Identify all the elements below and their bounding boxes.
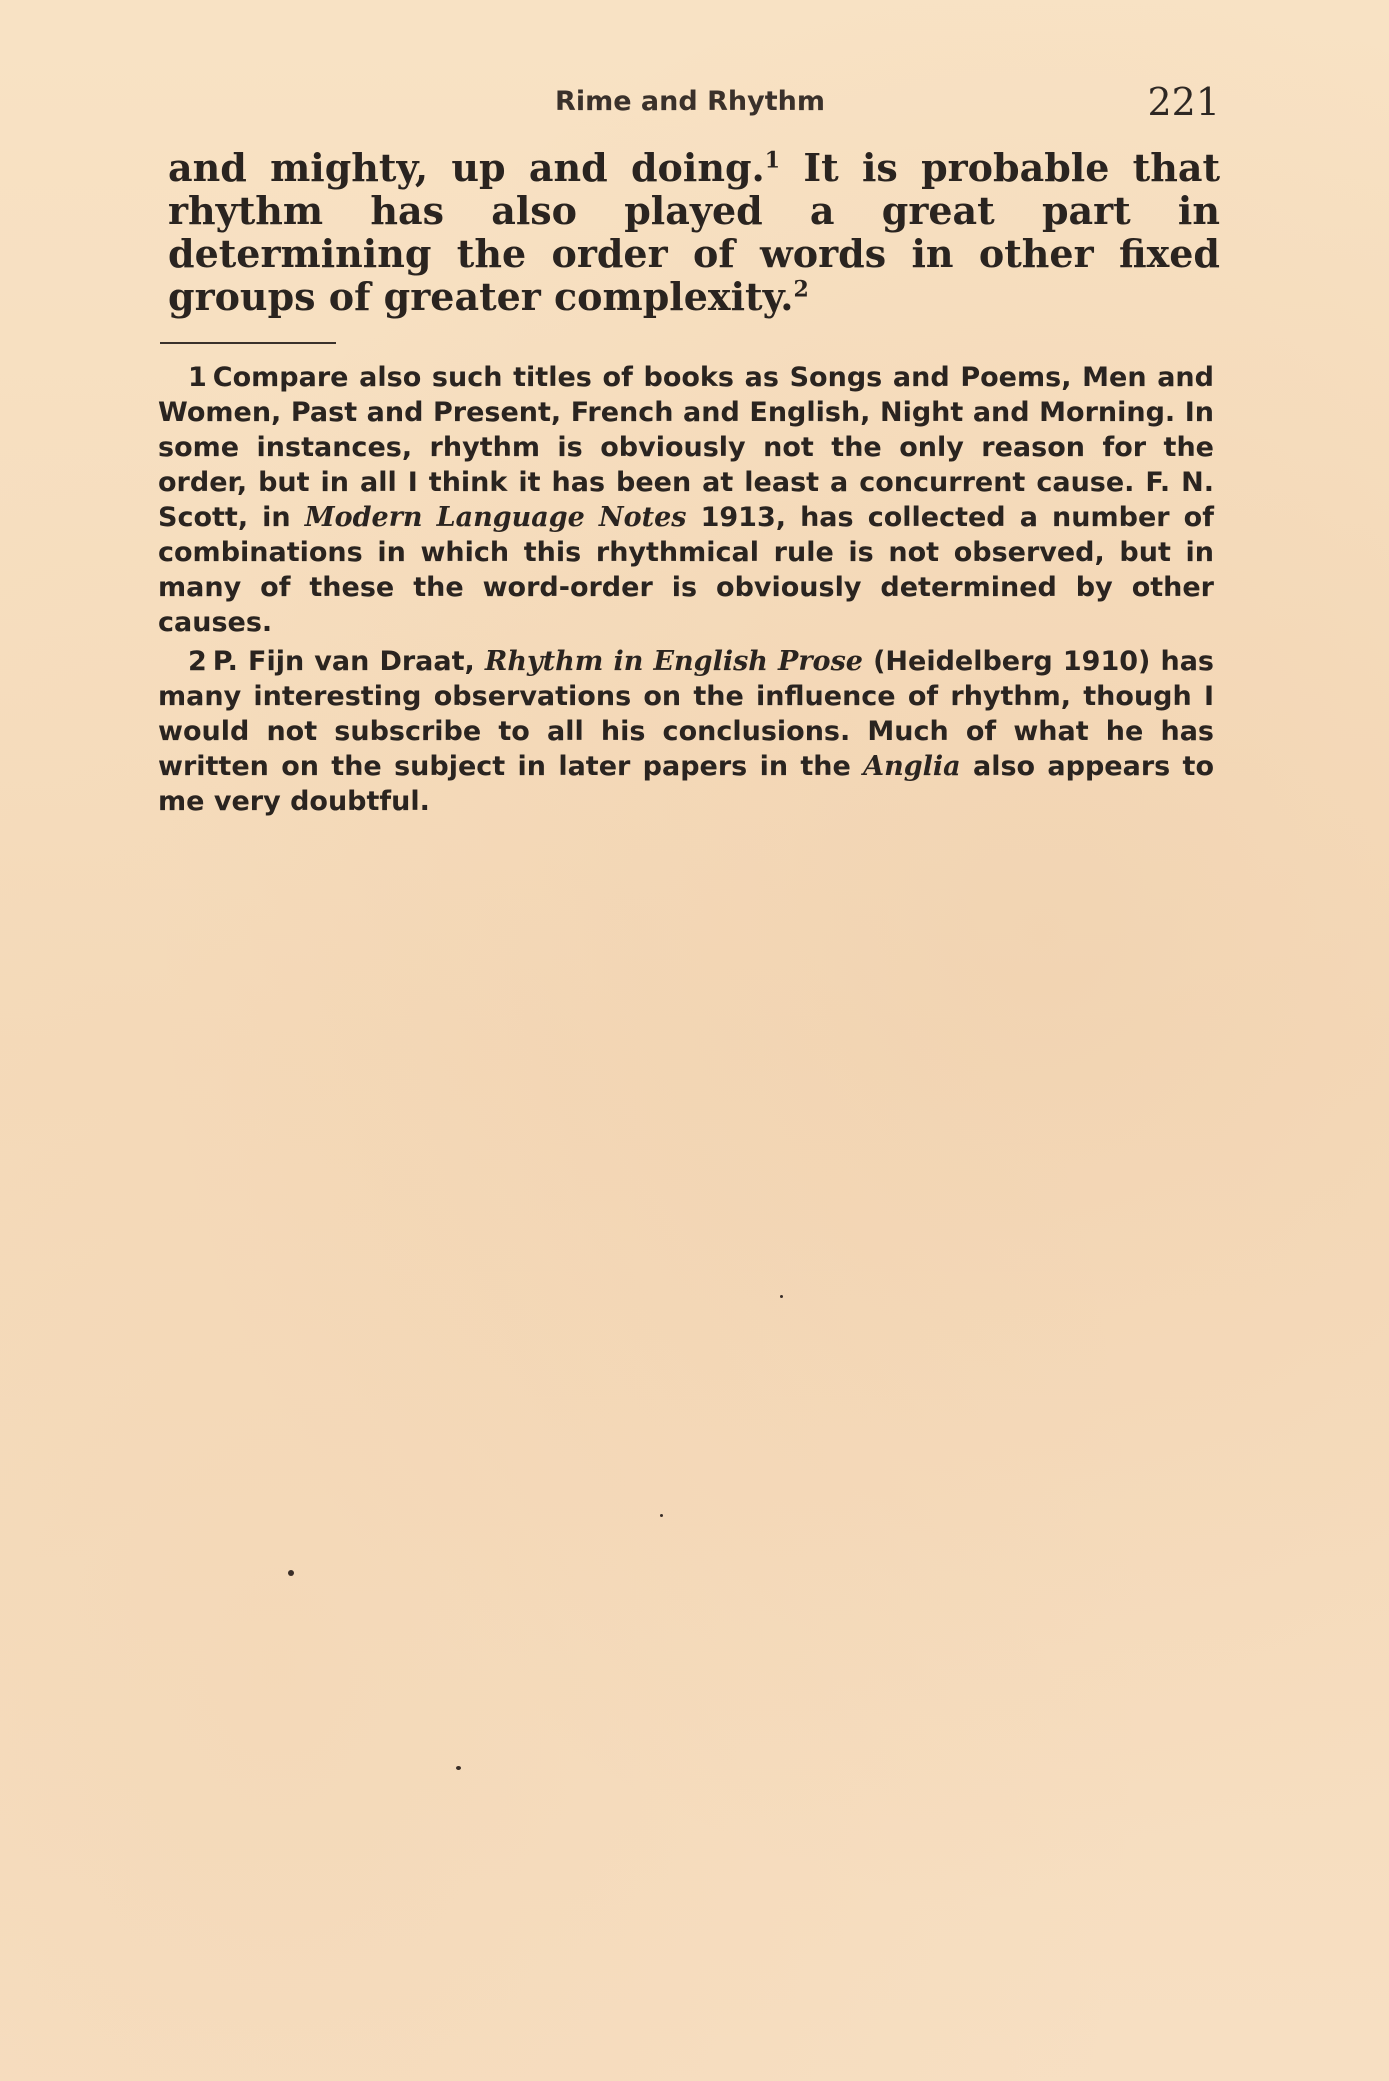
running-title: Rime and Rhythm <box>555 86 825 117</box>
body-text-segment: It is probable that rhythm has also played a great part in determining the order of words in other fixed groups of greater complexity. <box>168 145 1220 319</box>
body-text-segment: and mighty, up and doing. <box>168 145 765 190</box>
body-paragraph <box>168 146 1220 318</box>
footnote-1 <box>158 360 1214 640</box>
footnote-text: Compare also such titles of books as Songs and Poems, Men and Women, Past and Present, French and English, Night and Morning. In some instances, rhythm is obviously not the only reason for the order, but in all I think it has been at least a concurrent cause. F. N. Scott, in <box>158 362 1214 533</box>
footnote-text: 1913, has collected a number of combinations in which this rhythmical rule is not observed, but in many of these the word-order is obviously determined by other causes. <box>158 502 1214 638</box>
ink-speck <box>288 1570 294 1576</box>
running-head <box>160 80 1220 130</box>
footnote-italic-title: Rhythm in English Prose <box>484 646 863 677</box>
footnote-italic-title: Anglia <box>863 751 961 782</box>
footnote-number: 1 <box>188 362 207 393</box>
footnote-number: 2 <box>188 646 207 677</box>
footnote-text: also appears to me very doubtful. <box>158 751 1214 817</box>
footnotes <box>158 360 1214 823</box>
footnote-text: P. Fijn van Draat, <box>212 646 485 677</box>
ink-speck <box>660 1514 663 1517</box>
ink-speck <box>456 1766 461 1770</box>
footnote-rule <box>160 342 336 344</box>
footnote-ref-1: 1 <box>764 147 781 174</box>
footnote-ref-2: 2 <box>793 276 809 303</box>
footnote-text: (Heidelberg 1910) has many interesting observations on the influence of rhythm, though I would not subscribe to all his conclusions. Much of what he has written on the subject in later papers in the <box>158 646 1214 782</box>
page-number: 221 <box>1147 80 1220 124</box>
footnote-2 <box>158 644 1214 819</box>
ink-speck <box>780 1295 783 1298</box>
footnote-italic-title: Modern Language Notes <box>304 502 687 533</box>
